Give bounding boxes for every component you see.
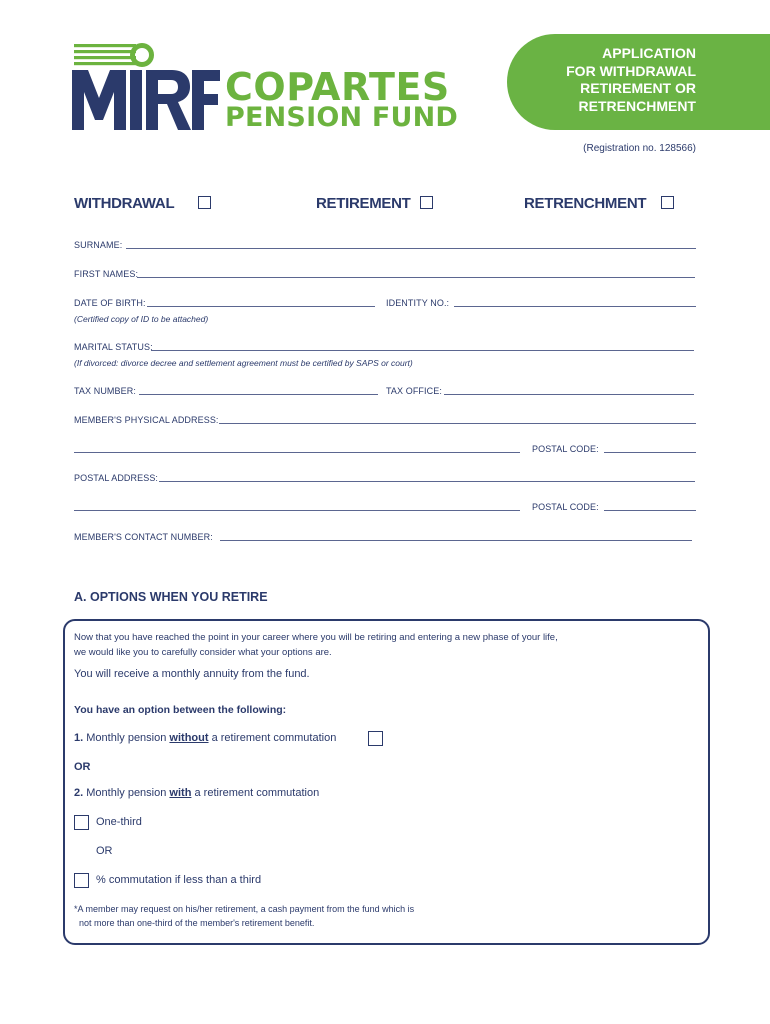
intro-line: Now that you have reached the point in your career where you will be retiring and entering a new phase of your life,	[74, 632, 558, 643]
tax-number-field[interactable]	[139, 394, 378, 395]
option-heading: You have an option between the following:	[74, 704, 287, 716]
option-1-emphasis: without	[169, 732, 209, 744]
section-a-title: A. OPTIONS WHEN YOU RETIRE	[74, 590, 268, 604]
tax-office-label: TAX OFFICE:	[386, 386, 442, 396]
option-2-emphasis: with	[169, 787, 192, 799]
option-2	[74, 787, 319, 799]
logo-name-line2: PENSION FUND	[225, 102, 459, 133]
type-label-withdrawal: WITHDRAWAL	[74, 195, 175, 212]
postal-address-field[interactable]	[159, 481, 695, 482]
surname-field[interactable]	[126, 248, 696, 249]
tax-number-label: TAX NUMBER:	[74, 386, 136, 396]
mirf-logo	[72, 42, 220, 132]
first-names-field[interactable]	[137, 277, 695, 278]
contact-number-label: MEMBER'S CONTACT NUMBER:	[74, 532, 213, 542]
physical-address-field[interactable]	[219, 423, 696, 424]
percent-commutation-label: % commutation if less than a third	[96, 874, 262, 886]
date-of-birth-label: DATE OF BIRTH:	[74, 298, 146, 308]
or-separator-2: OR	[96, 845, 113, 857]
or-separator-1: OR	[74, 761, 91, 773]
marital-note: (If divorced: divorce decree and settlement agreement must be certified by SAPS or court)	[74, 358, 413, 368]
tax-office-field[interactable]	[444, 394, 694, 395]
physical-postal-code-field[interactable]	[604, 452, 696, 453]
option-1	[74, 732, 336, 744]
form-title-line: RETRENCHMENT	[578, 97, 696, 114]
one-third-label: One-third	[96, 816, 142, 828]
withdrawal-checkbox[interactable]	[198, 196, 211, 209]
form-title-line: RETIREMENT OR	[580, 80, 696, 96]
footnote-line: *A member may request on his/her retirement, a cash payment from the fund which is	[74, 904, 415, 914]
physical-postal-code-label: POSTAL CODE:	[532, 444, 599, 454]
annuity-text: You will receive a monthly annuity from the fund.	[74, 668, 310, 680]
postal-address-line2[interactable]	[74, 510, 520, 511]
contact-number-field[interactable]	[220, 540, 692, 541]
logo-name-line1: COPARTES	[225, 65, 450, 109]
postal-address-label: POSTAL ADDRESS:	[74, 473, 159, 483]
postal-postal-code-label: POSTAL CODE:	[532, 502, 599, 512]
first-names-label: FIRST NAMES:	[74, 269, 139, 279]
type-label-retrenchment: RETRENCHMENT	[524, 195, 647, 212]
intro-text	[74, 630, 558, 660]
form-title-line: APPLICATION	[602, 45, 696, 61]
physical-address-line2[interactable]	[74, 452, 520, 453]
identity-no-label: IDENTITY NO.:	[386, 298, 450, 308]
type-label-retirement: RETIREMENT	[316, 195, 411, 212]
physical-address-label: MEMBER'S PHYSICAL ADDRESS:	[74, 415, 219, 425]
footnote	[74, 902, 414, 930]
option-2-number: 2.	[74, 787, 84, 799]
form-title	[506, 45, 696, 115]
marital-status-label: MARITAL STATUS:	[74, 342, 153, 352]
option-2-post: a retirement commutation	[194, 787, 320, 799]
postal-postal-code-field[interactable]	[604, 510, 696, 511]
option-1-checkbox[interactable]	[368, 731, 383, 746]
id-note: (Certified copy of ID to be attached)	[74, 314, 209, 324]
option-1-post: a retirement commutation	[211, 732, 337, 744]
one-third-checkbox[interactable]	[74, 815, 89, 830]
registration-number: (Registration no. 128566)	[583, 143, 696, 154]
footnote-line: not more than one-third of the member's retirement benefit.	[79, 918, 315, 928]
option-1-pre: Monthly pension	[86, 732, 167, 744]
marital-status-field[interactable]	[151, 350, 694, 351]
surname-label: SURNAME:	[74, 240, 123, 250]
form-title-line: FOR WITHDRAWAL	[566, 62, 696, 79]
identity-no-field[interactable]	[454, 306, 696, 307]
option-1-number: 1.	[74, 732, 84, 744]
option-2-pre: Monthly pension	[86, 787, 167, 799]
retrenchment-checkbox[interactable]	[661, 196, 674, 209]
percent-commutation-checkbox[interactable]	[74, 873, 89, 888]
date-of-birth-field[interactable]	[147, 306, 375, 307]
intro-line: we would like you to carefully consider what your options are.	[74, 647, 332, 658]
retirement-checkbox[interactable]	[420, 196, 433, 209]
